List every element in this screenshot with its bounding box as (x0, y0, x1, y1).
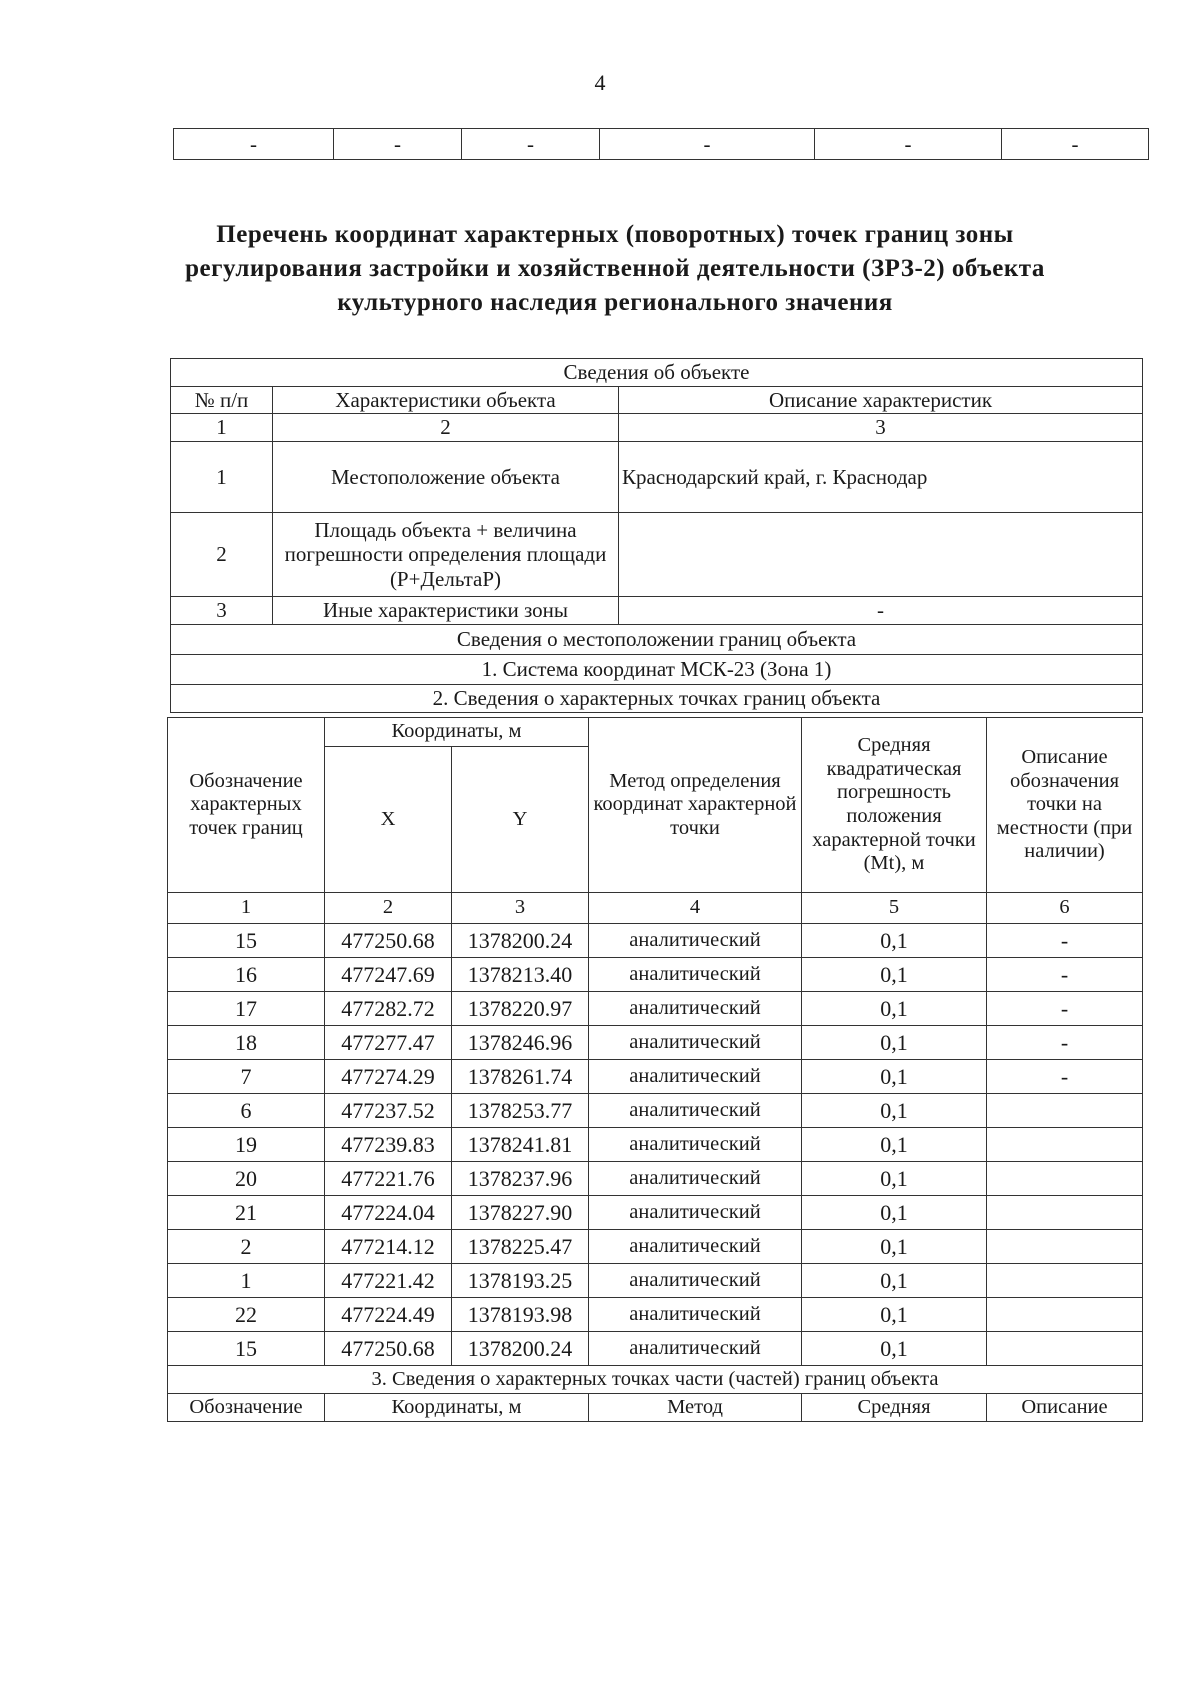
parts-col-designation: Обозначение (168, 1394, 325, 1422)
point-desc (987, 1298, 1143, 1332)
point-desc (987, 1162, 1143, 1196)
point-y: 1378246.96 (452, 1026, 589, 1060)
point-y: 1378237.96 (452, 1162, 589, 1196)
col-designation-header: Обозначение характерных точек границ (168, 718, 325, 893)
table-cell: - (174, 129, 334, 160)
point-desc: - (987, 958, 1143, 992)
points-header: 2. Сведения о характерных точках границ объекта (171, 685, 1143, 713)
point-id: 16 (168, 958, 325, 992)
point-method: аналитический (589, 1060, 802, 1094)
point-method: аналитический (589, 1298, 802, 1332)
point-id: 7 (168, 1060, 325, 1094)
point-error: 0,1 (802, 1332, 987, 1366)
point-method: аналитический (589, 958, 802, 992)
table-cell: - (600, 129, 815, 160)
table-row (168, 992, 1143, 1026)
col-desc-header: Описание характеристик (619, 387, 1143, 414)
point-x: 477221.76 (325, 1162, 452, 1196)
point-desc: - (987, 1026, 1143, 1060)
point-id: 19 (168, 1128, 325, 1162)
point-error: 0,1 (802, 958, 987, 992)
point-id: 20 (168, 1162, 325, 1196)
table-row (174, 129, 1149, 160)
table-cell: - (334, 129, 462, 160)
point-x: 477214.12 (325, 1230, 452, 1264)
point-error: 0,1 (802, 1094, 987, 1128)
point-x: 477224.49 (325, 1298, 452, 1332)
point-id: 22 (168, 1298, 325, 1332)
point-method: аналитический (589, 1162, 802, 1196)
row-number: 3 (171, 597, 273, 625)
object-info-header: Сведения об объекте (171, 359, 1143, 387)
point-method: аналитический (589, 992, 802, 1026)
col-coords-header: Координаты, м (325, 718, 589, 747)
point-desc (987, 1196, 1143, 1230)
parts-header: 3. Сведения о характерных точках части (частей) границ объекта (168, 1366, 1143, 1394)
page-number: 4 (594, 70, 606, 95)
point-method: аналитический (589, 1332, 802, 1366)
point-y: 1378200.24 (452, 1332, 589, 1366)
index-cell: 1 (171, 414, 273, 442)
point-error: 0,1 (802, 1230, 987, 1264)
table-row (168, 1230, 1143, 1264)
point-id: 15 (168, 924, 325, 958)
point-method: аналитический (589, 1264, 802, 1298)
table-row (168, 1128, 1143, 1162)
point-error: 0,1 (802, 1060, 987, 1094)
point-method: аналитический (589, 924, 802, 958)
point-desc (987, 1332, 1143, 1366)
point-id: 6 (168, 1094, 325, 1128)
point-y: 1378220.97 (452, 992, 589, 1026)
index-cell: 1 (168, 893, 325, 924)
index-cell: 5 (802, 893, 987, 924)
point-id: 18 (168, 1026, 325, 1060)
point-id: 2 (168, 1230, 325, 1264)
point-x: 477221.42 (325, 1264, 452, 1298)
table-row (168, 1094, 1143, 1128)
parts-col-coords: Координаты, м (325, 1394, 589, 1422)
point-x: 477250.68 (325, 924, 452, 958)
table-row (168, 958, 1143, 992)
point-desc: - (987, 1060, 1143, 1094)
point-x: 477274.29 (325, 1060, 452, 1094)
row-value: - (619, 597, 1143, 625)
row-number: 2 (171, 513, 273, 597)
point-x: 477247.69 (325, 958, 452, 992)
point-desc: - (987, 992, 1143, 1026)
parts-col-error: Средняя (802, 1394, 987, 1422)
point-y: 1378261.74 (452, 1060, 589, 1094)
table-row (168, 1060, 1143, 1094)
point-id: 21 (168, 1196, 325, 1230)
table-row (168, 1264, 1143, 1298)
point-error: 0,1 (802, 1196, 987, 1230)
point-id: 1 (168, 1264, 325, 1298)
col-error-header: Средняя квадратическая погрешность положения характерной точки (Mt), м (802, 718, 987, 893)
col-num-header: № п/п (171, 387, 273, 414)
point-y: 1378193.25 (452, 1264, 589, 1298)
point-x: 477250.68 (325, 1332, 452, 1366)
point-desc (987, 1128, 1143, 1162)
point-x: 477239.83 (325, 1128, 452, 1162)
index-cell: 2 (325, 893, 452, 924)
point-error: 0,1 (802, 1162, 987, 1196)
point-method: аналитический (589, 1230, 802, 1264)
point-x: 477237.52 (325, 1094, 452, 1128)
point-error: 0,1 (802, 992, 987, 1026)
col-y-header: Y (452, 747, 589, 893)
point-error: 0,1 (802, 1026, 987, 1060)
point-error: 0,1 (802, 924, 987, 958)
point-error: 0,1 (802, 1264, 987, 1298)
point-x: 477282.72 (325, 992, 452, 1026)
point-id: 15 (168, 1332, 325, 1366)
point-desc (987, 1264, 1143, 1298)
point-y: 1378225.47 (452, 1230, 589, 1264)
table-row (168, 1196, 1143, 1230)
row-value (619, 513, 1143, 597)
col-x-header: X (325, 747, 452, 893)
table-cell: - (1002, 129, 1149, 160)
table-row (168, 1162, 1143, 1196)
point-method: аналитический (589, 1128, 802, 1162)
previous-table-continuation (173, 128, 1149, 160)
point-y: 1378253.77 (452, 1094, 589, 1128)
point-method: аналитический (589, 1094, 802, 1128)
parts-col-desc: Описание (987, 1394, 1143, 1422)
point-x: 477277.47 (325, 1026, 452, 1060)
table-cell: - (815, 129, 1002, 160)
row-value: Краснодарский край, г. Краснодар (619, 442, 1143, 513)
object-info-table (170, 358, 1143, 713)
point-error: 0,1 (802, 1128, 987, 1162)
point-y: 1378213.40 (452, 958, 589, 992)
point-id: 17 (168, 992, 325, 1026)
row-number: 1 (171, 442, 273, 513)
point-desc: - (987, 924, 1143, 958)
point-desc (987, 1230, 1143, 1264)
table-cell: - (462, 129, 600, 160)
index-cell: 2 (273, 414, 619, 442)
table-row (168, 1026, 1143, 1060)
point-desc (987, 1094, 1143, 1128)
table-row (168, 1298, 1143, 1332)
table-row (168, 1332, 1143, 1366)
index-cell: 3 (619, 414, 1143, 442)
point-y: 1378241.81 (452, 1128, 589, 1162)
row-name: Площадь объекта + величина погрешности определения площади (P+ДельтаP) (273, 513, 619, 597)
parts-col-method: Метод (589, 1394, 802, 1422)
row-name: Местоположение объекта (273, 442, 619, 513)
col-desc-header: Описание обозначения точки на местности (при наличии) (987, 718, 1143, 893)
col-method-header: Метод определения координат характерной точки (589, 718, 802, 893)
point-method: аналитический (589, 1026, 802, 1060)
point-method: аналитический (589, 1196, 802, 1230)
point-error: 0,1 (802, 1298, 987, 1332)
coordinates-table (167, 717, 1143, 1422)
index-cell: 6 (987, 893, 1143, 924)
coordinate-system: 1. Система координат МСК-23 (Зона 1) (171, 655, 1143, 685)
location-header: Сведения о местоположении границ объекта (171, 625, 1143, 655)
col-char-header: Характеристики объекта (273, 387, 619, 414)
index-cell: 4 (589, 893, 802, 924)
index-cell: 3 (452, 893, 589, 924)
point-y: 1378200.24 (452, 924, 589, 958)
document-title: Перечень координат характерных (поворотных) точек границ зоны регулирования застройки и хозяйственной деятельности (ЗРЗ-2) объекта культурного наследия регионального значения (185, 221, 1045, 316)
point-y: 1378193.98 (452, 1298, 589, 1332)
table-row (168, 924, 1143, 958)
point-y: 1378227.90 (452, 1196, 589, 1230)
point-x: 477224.04 (325, 1196, 452, 1230)
row-name: Иные характеристики зоны (273, 597, 619, 625)
